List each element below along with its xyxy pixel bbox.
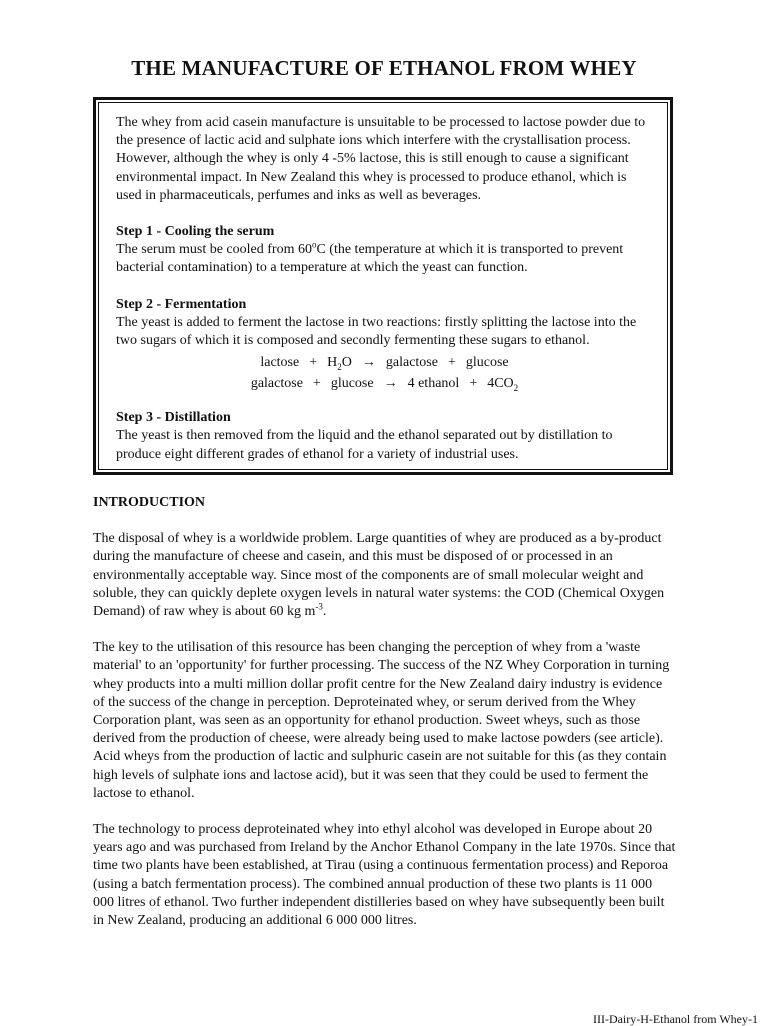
summary-intro: The whey from acid casein manufacture is unsuitable to be processed to lactose powder due to the presence of lactic acid and sulphate ions which interfere with the crystallisation process. However, although the whey is only 4 -5% lactose, this is still enough to cause a significant environmental impact. In New Zealand this whey is processed to produce ethanol, which is used in pharmaceuticals, perfumes and inks as well as beverages.: [116, 115, 646, 203]
equation-1: lactose + $H_2O$ → galactose + glucose: [116, 352, 653, 373]
summary-box: [93, 97, 673, 475]
step-2-heading: Step 2 - Fermentation: [116, 296, 247, 312]
step-3-heading: Step 3 - Distillation: [116, 410, 231, 426]
introduction-heading: INTRODUCTION: [93, 495, 206, 510]
paragraph-3: The technology to process deproteinated whey into ethyl alcohol was developed in Europe about 20 years ago and was purchased from Ireland by the Anchor Ethanol Company in the late 1970s. Since that time two plants have been established, at Tirau (using a continuous fermentation process) and Reporoa (using a batch fermentation process). The combined annual production of these two plants is 11 000 000 litres of ethanol. Two further independent distilleries based on whey have subsequently been built in New Zealand, producing an additional 6 000 000 litres.: [93, 822, 676, 929]
arrow-icon: →: [383, 376, 398, 392]
equation-2: galactose + glucose → 4 ethanol + $4CO_2$: [116, 373, 653, 394]
reaction-equations: [116, 352, 653, 394]
page-footer: III-Dairy-H-Ethanol from Whey-1: [592, 1012, 758, 1026]
summary-content: [98, 102, 668, 470]
step-2: [116, 296, 653, 395]
step-1: [116, 223, 653, 278]
step-1-heading: Step 1 - Cooling the serum: [116, 224, 275, 240]
page-title: THE MANUFACTURE OF ETHANOL FROM WHEY: [131, 56, 637, 80]
paragraph-1: The disposal of whey is a worldwide problem. Large quantities of whey are produced as a by-product during the manufacture of cheese and casein, and this must be disposed of or processed in an environmentally acceptable way. Since most of the components are of small molecular weight and soluble, they can quickly deplete oxygen levels in natural water systems: the COD (Chemical Oxygen Demand) of raw whey is about 60 kg $m^{-3}$.: [93, 531, 665, 620]
step-2-text: The yeast is added to ferment the lactose in two reactions: firstly splitting the lactose into the two sugars of which it is composed and secondly fermenting these sugars to ethanol.: [116, 314, 637, 349]
arrow-icon: →: [361, 355, 376, 371]
step-1-text: The serum must be cooled from 60$^o$C (the temperature at which it is transported to prevent bacterial contamination) to a temperature at which the yeast can function.: [116, 239, 624, 276]
main-body: [93, 494, 676, 948]
step-3-text: The yeast is then removed from the liquid and the ethanol separated out by distillation to produce eight different grades of ethanol for a variety of industrial uses.: [116, 428, 613, 462]
step-3: [116, 409, 653, 464]
paragraph-2: The key to the utilisation of this resource has been changing the perception of whey from a 'waste material' to an 'opportunity' for further processing. The success of the NZ Whey Corporation in turning whey products into a multi million dollar profit centre for the New Zealand dairy industry is evidence of the success of the change in perception. Deproteinated whey, or serum derived from the Whey Corporation plant, was seen as an opportunity for ethanol production. Sweet wheys, such as those derived from the production of cheese, were already being used to make lactose powders (see article). Acid wheys from the production of lactic and sulphuric casein are not suitable for this (as they contain high levels of sulphate ions and lactose acid), but it was seen that they could be used to ferment the lactose to ethanol.: [93, 640, 670, 801]
